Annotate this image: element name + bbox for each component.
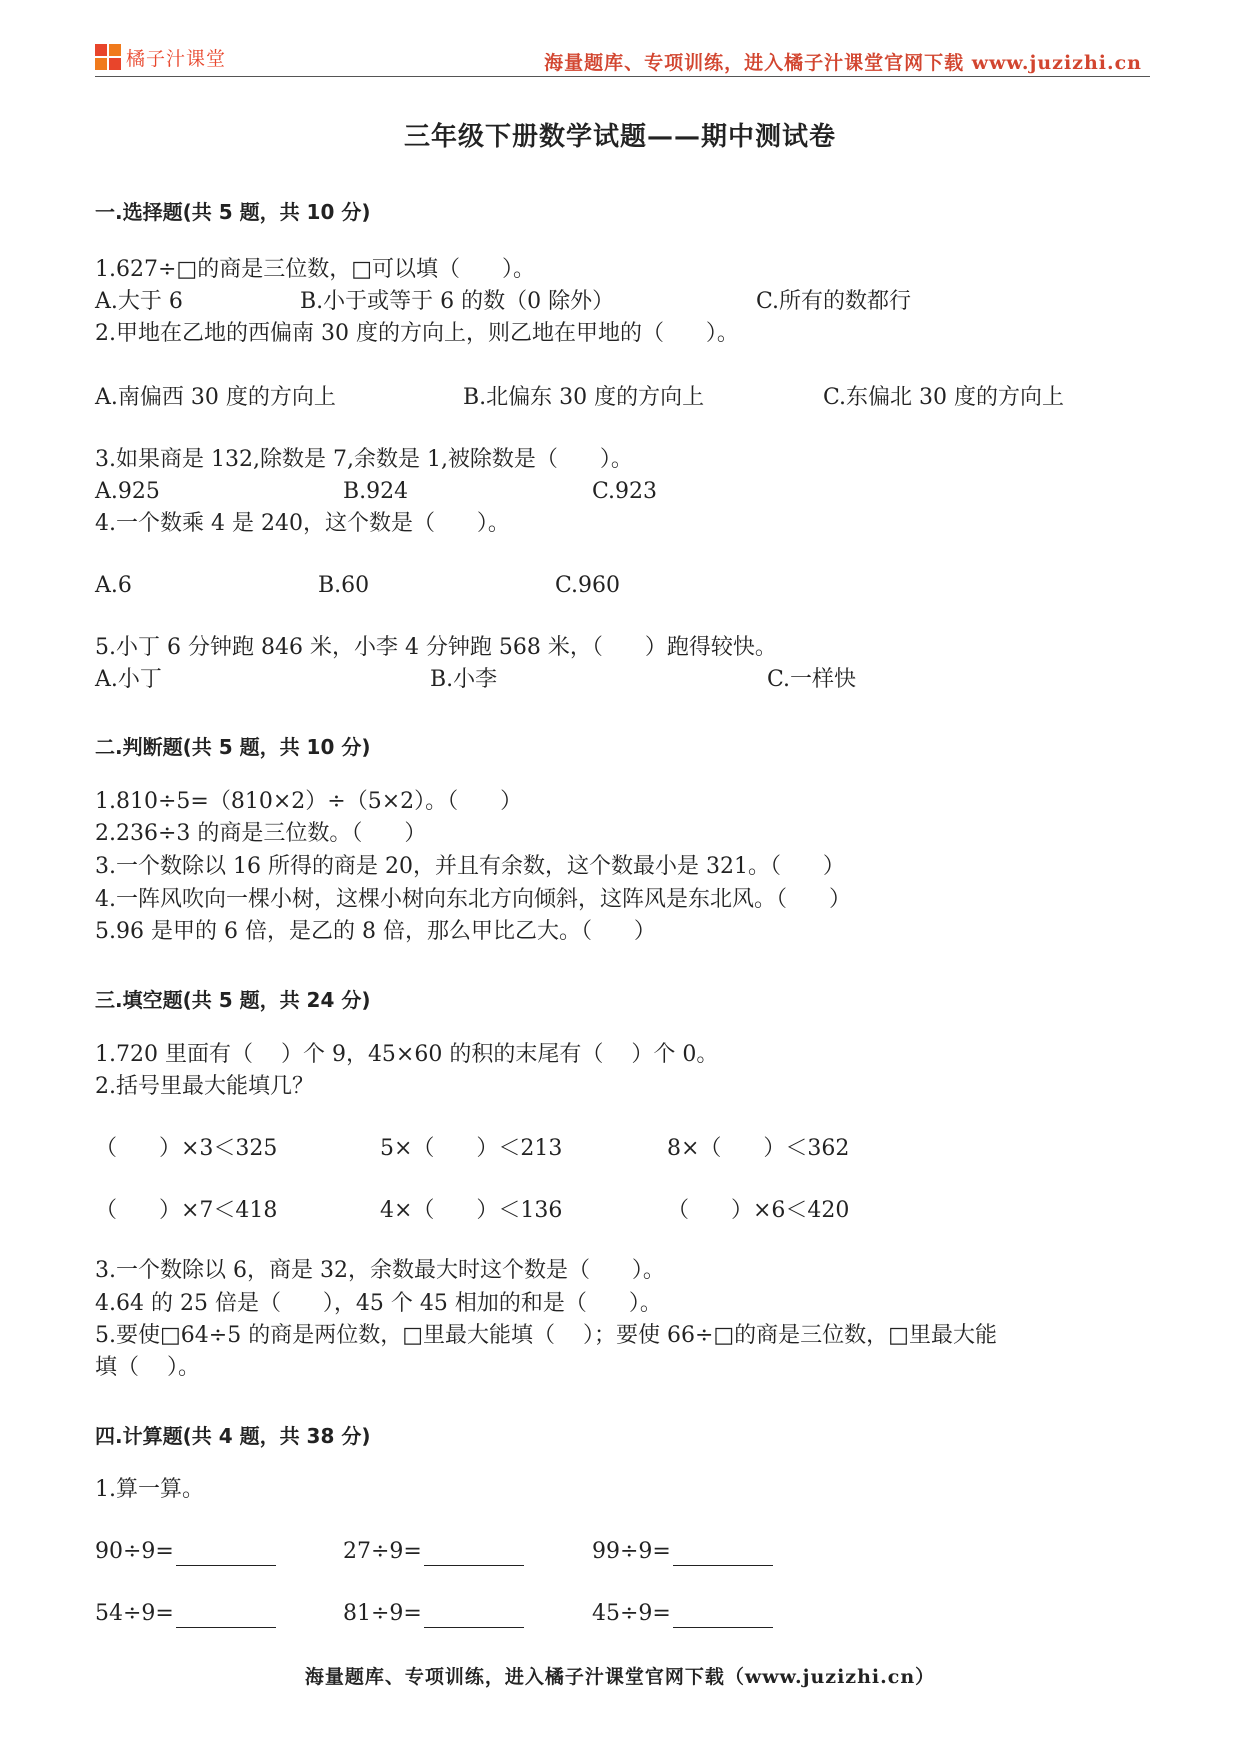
calc-expression: 81÷9= xyxy=(343,1600,524,1628)
choice-q3-option-b: B.924 xyxy=(343,479,409,504)
logo-text: 橘子汁课堂 xyxy=(126,47,227,70)
section-heading-fill: 三.填空题(共 5 题，共 24 分) xyxy=(95,988,371,1012)
calc-expression: 90÷9= xyxy=(95,1538,276,1566)
fill-q2-item-5: 4×（ ）＜136 xyxy=(380,1198,563,1223)
choice-q3-option-c: C.923 xyxy=(592,479,658,504)
answer-blank[interactable] xyxy=(673,1605,773,1628)
choice-q2-option-a: A.南偏西 30 度的方向上 xyxy=(95,385,336,410)
choice-q4-option-b: B.60 xyxy=(318,573,370,598)
calc-expression: 54÷9= xyxy=(95,1600,276,1628)
logo-icon xyxy=(95,44,122,71)
answer-blank[interactable] xyxy=(176,1543,276,1566)
choice-question-2: 2.甲地在乙地的西偏南 30 度的方向上，则乙地在甲地的（ ）。 xyxy=(95,321,739,346)
answer-blank[interactable] xyxy=(176,1605,276,1628)
choice-q2-option-b: B.北偏东 30 度的方向上 xyxy=(463,385,705,410)
page-header xyxy=(95,42,1150,77)
fill-q2-item-4: （ ）×7＜418 xyxy=(95,1198,278,1223)
fill-question-2: 2.括号里最大能填几？ xyxy=(95,1074,314,1099)
answer-blank[interactable] xyxy=(673,1543,773,1566)
calc-question-1: 1.算一算。 xyxy=(95,1477,204,1502)
fill-question-4: 4.64 的 25 倍是（ ），45 个 45 相加的和是（ ）。 xyxy=(95,1291,662,1316)
choice-q1-option-b: B.小于或等于 6 的数（0 除外） xyxy=(300,289,615,314)
page-footer: 海量题库、专项训练，进入橘子汁课堂官网下载（www.juzizhi.cn） xyxy=(304,1666,936,1688)
fill-q2-item-1: （ ）×3＜325 xyxy=(95,1136,278,1161)
fill-question-3: 3.一个数除以 6，商是 32，余数最大时这个数是（ ）。 xyxy=(95,1258,665,1283)
choice-question-1: 1.627÷□的商是三位数，□可以填（ ）。 xyxy=(95,257,535,282)
calc-expression: 99÷9= xyxy=(592,1538,773,1566)
choice-q3-option-a: A.925 xyxy=(95,479,160,504)
judge-question-5: 5.96 是甲的 6 倍，是乙的 8 倍，那么甲比乙大。（ ） xyxy=(95,919,656,944)
choice-q4-option-c: C.960 xyxy=(555,573,621,598)
section-heading-judge: 二.判断题(共 5 题，共 10 分) xyxy=(95,735,371,759)
choice-q4-option-a: A.6 xyxy=(95,573,132,598)
header-slogan: 海量题库、专项训练，进入橘子汁课堂官网下载 www.juzizhi.cn xyxy=(544,52,1142,74)
fill-q2-item-3: 8×（ ）＜362 xyxy=(667,1136,850,1161)
choice-q1-option-c: C.所有的数都行 xyxy=(756,289,912,314)
choice-q2-option-c: C.东偏北 30 度的方向上 xyxy=(823,385,1065,410)
choice-q1-option-a: A.大于 6 xyxy=(95,289,183,314)
choice-question-5: 5.小丁 6 分钟跑 846 米，小李 4 分钟跑 568 米，（ ）跑得较快。 xyxy=(95,635,777,660)
fill-q2-item-2: 5×（ ）＜213 xyxy=(380,1136,563,1161)
choice-q5-option-b: B.小李 xyxy=(430,667,498,692)
fill-question-1: 1.720 里面有（ ）个 9，45×60 的积的末尾有（ ）个 0。 xyxy=(95,1042,719,1067)
answer-blank[interactable] xyxy=(424,1605,524,1628)
judge-question-2: 2.236÷3 的商是三位数。（ ） xyxy=(95,821,427,846)
calc-expression: 45÷9= xyxy=(592,1600,773,1628)
page-title: 三年级下册数学试题——期中测试卷 xyxy=(403,122,836,152)
fill-question-5: 5.要使□64÷5 的商是两位数，□里最大能填（ ）；要使 66÷□的商是三位数，□里最大能 xyxy=(95,1323,997,1348)
choice-q5-option-a: A.小丁 xyxy=(95,667,162,692)
judge-question-4: 4.一阵风吹向一棵小树，这棵小树向东北方向倾斜，这阵风是东北风。（ ） xyxy=(95,887,851,912)
fill-question-5-cont: 填（ ）。 xyxy=(95,1355,200,1380)
judge-question-3: 3.一个数除以 16 所得的商是 20，并且有余数，这个数最小是 321。（ ） xyxy=(95,854,845,879)
judge-question-1: 1.810÷5=（810×2）÷（5×2）。（ ） xyxy=(95,789,523,814)
choice-q5-option-c: C.一样快 xyxy=(767,667,857,692)
logo xyxy=(95,44,226,70)
answer-blank[interactable] xyxy=(424,1543,524,1566)
fill-q2-item-6: （ ）×6＜420 xyxy=(667,1198,850,1223)
section-heading-calc: 四.计算题(共 4 题，共 38 分) xyxy=(95,1424,371,1448)
choice-question-4: 4.一个数乘 4 是 240，这个数是（ ）。 xyxy=(95,511,510,536)
calc-expression: 27÷9= xyxy=(343,1538,524,1566)
choice-question-3: 3.如果商是 132,除数是 7,余数是 1,被除数是（ ）。 xyxy=(95,447,633,472)
section-heading-choice: 一.选择题(共 5 题，共 10 分) xyxy=(95,200,371,224)
